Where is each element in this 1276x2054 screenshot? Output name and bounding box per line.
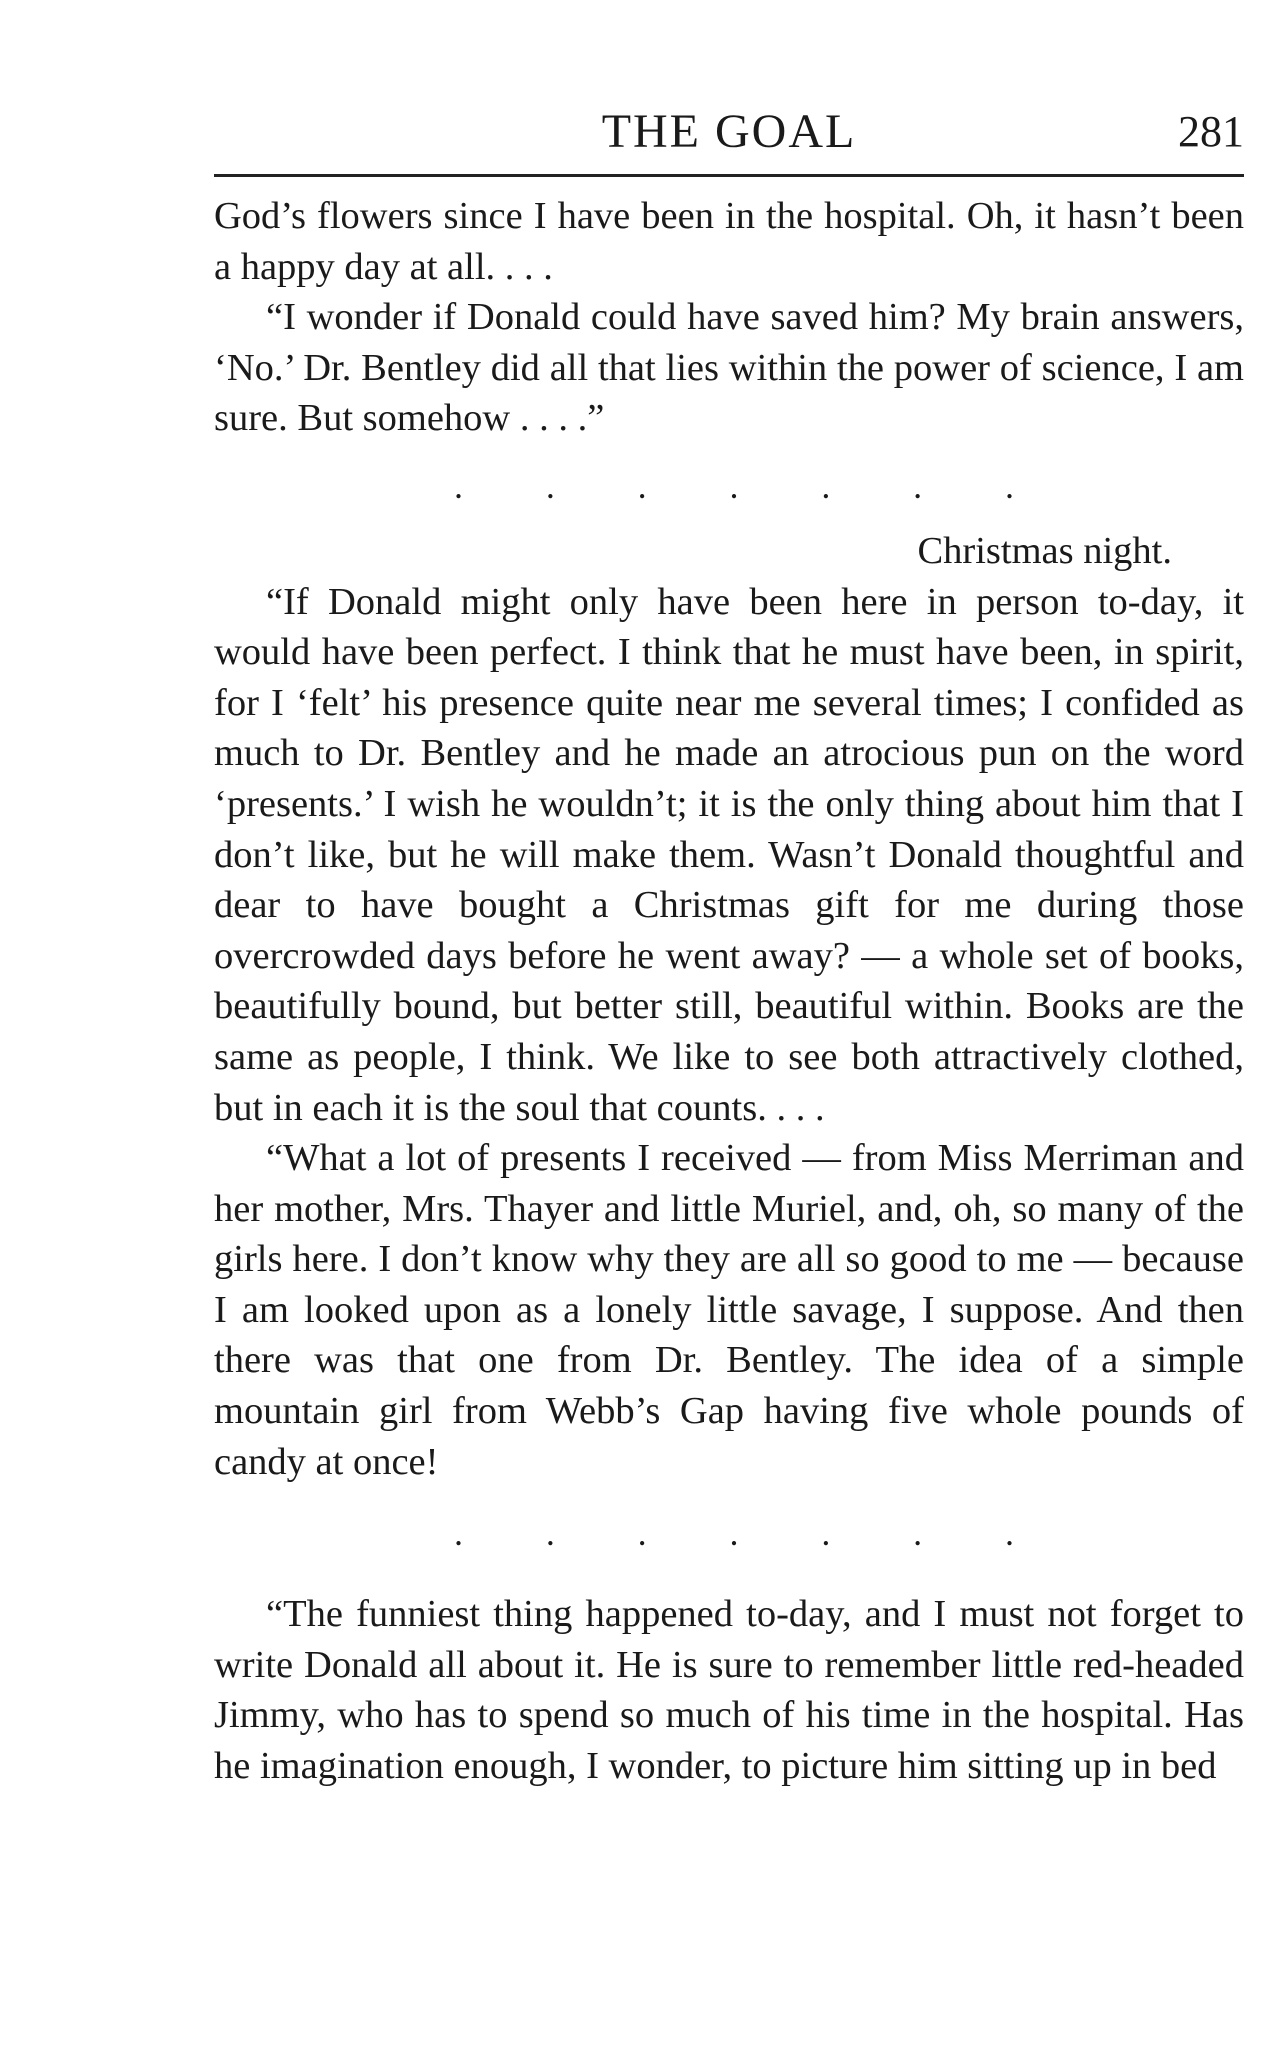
page-number: 281 (1178, 107, 1244, 156)
paragraph: “I wonder if Donald could have saved him? My brain answers, ‘No.’ Dr. Bentley did all that lies within the power of science, I am sure. But somehow . . . .” (214, 296, 1244, 440)
dot: . (729, 465, 739, 506)
body-text (214, 191, 1244, 1792)
section-break-dots (454, 1487, 1014, 1589)
dot: . (454, 1513, 463, 1554)
dot: . (454, 465, 463, 506)
dot: . (821, 1513, 831, 1554)
paragraph: “If Donald might only have been here in person to-day, it would have been perfect. I think that he must have been, in spirit, for I ‘felt’ his presence quite near me several times; I confided as much to Dr. Bentley and he made an atrocious pun on the word ‘presents.’ I wish he wouldn’t; it is the only thing about him that I don’t like, but he will make them. Wasn’t Donald thoughtful and dear to have bought a Christmas gift for me during those overcrowded days before he went away? — a whole set of books, beautifully bound, but better still, beautiful within. Books are the same as people, I think. We like to see both attractively clothed, but in each it is the soul that counts. . . . (214, 580, 1244, 1129)
section-break-dots (454, 444, 1014, 524)
dot: . (729, 1513, 739, 1554)
header-rule (214, 174, 1244, 177)
dot: . (821, 465, 831, 506)
dot: . (545, 465, 555, 506)
book-page (214, 100, 1244, 1792)
dot: . (545, 1513, 555, 1554)
running-head (214, 100, 1244, 170)
dateline: Christmas night. (917, 529, 1172, 572)
dot: . (913, 465, 923, 506)
paragraph: God’s flowers since I have been in the hospital. Oh, it hasn’t been a happy day at all. . . . (214, 195, 1244, 288)
chapter-title: THE GOAL (601, 105, 857, 158)
dot: . (913, 1513, 923, 1554)
paragraph: “What a lot of presents I received — from Miss Merriman and her mother, Mrs. Thayer and little Muriel, and, oh, so many of the girls here. I don’t know why they are all so good to me — because I am looked upon as a lonely little savage, I suppose. And then there was that one from Dr. Bentley. The idea of a simple mountain girl from Webb’s Gap having five whole pounds of candy at once! (214, 1137, 1244, 1483)
dot: . (1004, 1513, 1014, 1554)
dot: . (637, 465, 647, 506)
dot: . (1004, 465, 1014, 506)
paragraph: “The funniest thing happened to-day, and I must not forget to write Donald all about it. He is sure to remember little red-headed Jimmy, who has to spend so much of his time in the hospital. Has he imagination enough, I wonder, to picture him sitting up in bed (214, 1593, 1244, 1788)
dot: . (637, 1513, 647, 1554)
